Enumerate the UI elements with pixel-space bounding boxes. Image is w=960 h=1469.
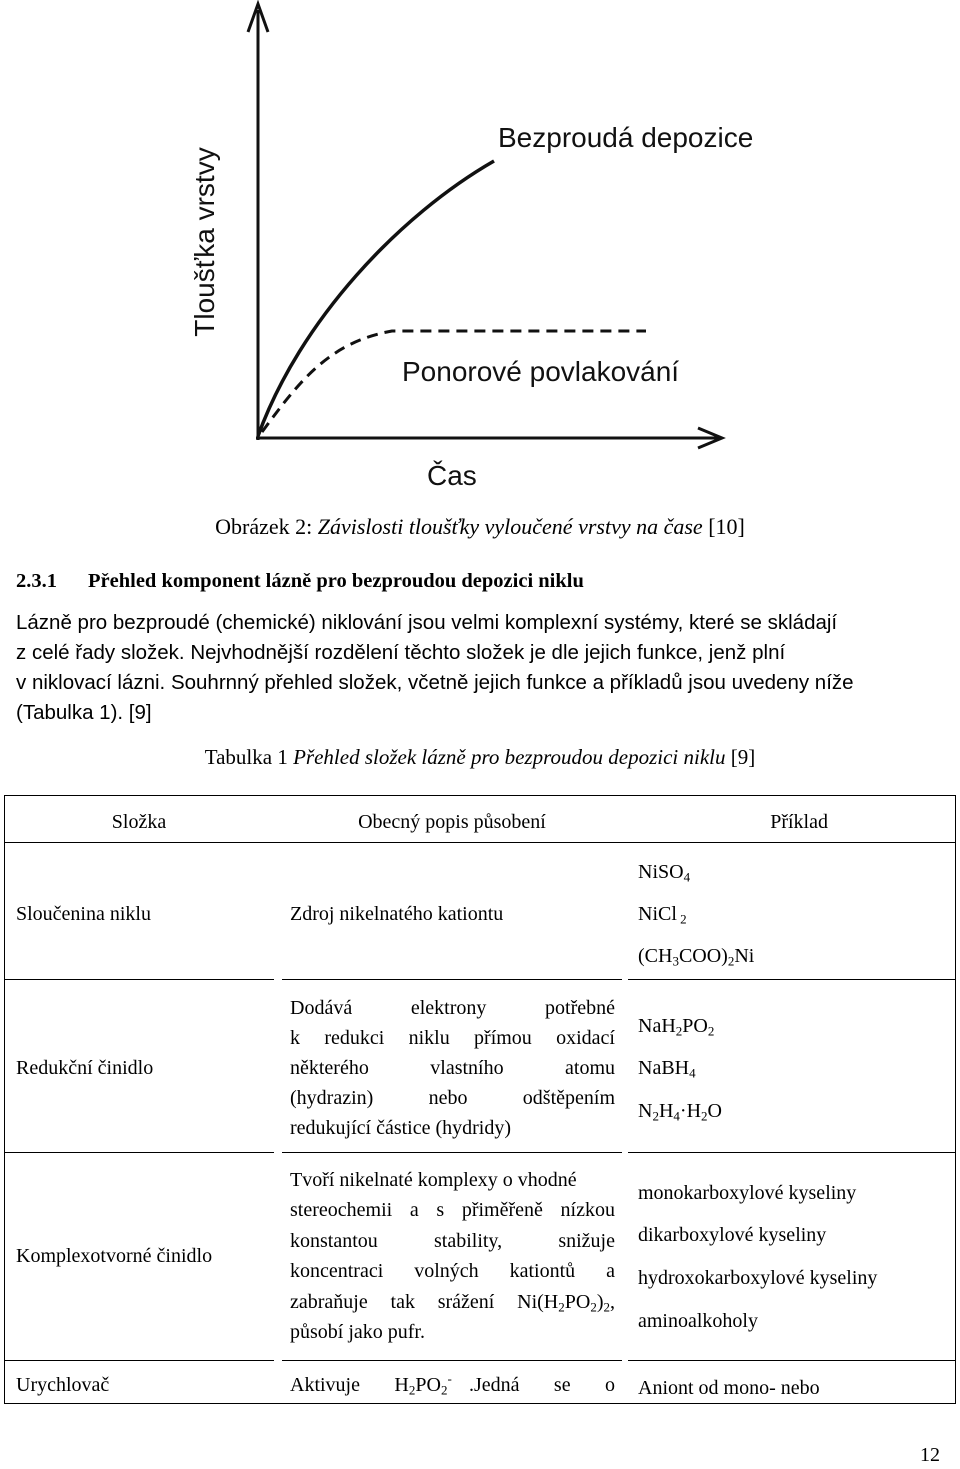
row2-description-line: redukující částice (hydridy) bbox=[290, 1117, 512, 1139]
row-separator bbox=[282, 1360, 622, 1361]
table-border-right bbox=[955, 795, 956, 1404]
row3-description-line: působí jako pufr. bbox=[290, 1321, 425, 1343]
table-caption bbox=[0, 745, 960, 770]
header-component: Složka bbox=[111, 811, 167, 833]
thickness-vs-time-figure bbox=[0, 0, 960, 510]
components-table bbox=[4, 795, 956, 1404]
row-separator bbox=[282, 1152, 622, 1153]
row1-description: Zdroj nikelnatého kationtu bbox=[290, 903, 504, 925]
electroless-deposition-label: Bezproudá depozice bbox=[498, 122, 754, 153]
row3-component: Komplexotvorné činidlo bbox=[16, 1245, 213, 1267]
row3-description-line: koncentraci volných kationtů a bbox=[290, 1260, 615, 1282]
row3-description-line: stereochemii a s přiměřeně nízkou bbox=[290, 1199, 615, 1221]
y-axis-label: Tloušťka vrstvy bbox=[189, 147, 220, 337]
paragraph-line: v niklovací lázni. Souhrnný přehled složek, včetně jejich funkce a příkladů jsou uvedeny níže bbox=[16, 671, 854, 694]
row3-description-line: Tvoří nikelnaté komplexy o vhodné bbox=[290, 1169, 577, 1191]
row-separator bbox=[4, 1360, 274, 1361]
row2-description-line: k redukci niklu přímou oxidací bbox=[290, 1027, 615, 1049]
paragraph-line: z celé řady složek. Nejvhodnější rozdělení těchto složek je dle jejich funkce, jenž plní bbox=[16, 641, 786, 664]
row3-example: dikarboxylové kyseliny bbox=[638, 1224, 827, 1246]
x-axis-label: Čas bbox=[427, 460, 477, 491]
row2-component: Redukční činidlo bbox=[16, 1057, 154, 1079]
header-description: Obecný popis působení bbox=[358, 811, 546, 833]
row3-description-line: zabraňuje tak srážení $Ni(H_2PO_2)_2$, bbox=[290, 1291, 615, 1315]
immersion-coating-label: Ponorové povlakování bbox=[402, 356, 680, 387]
row1-example: NiCl $_2$ bbox=[638, 903, 687, 927]
row3-example: monokarboxylové kyseliny bbox=[638, 1182, 857, 1204]
section-number: 2.3.1 bbox=[16, 570, 57, 592]
figure-caption bbox=[0, 514, 960, 540]
row-separator bbox=[4, 842, 956, 843]
row-separator bbox=[628, 1360, 956, 1361]
figure-graphic bbox=[0, 0, 960, 510]
row1-example: NiSO$_4$ bbox=[638, 861, 691, 885]
row4-component: Urychlovač bbox=[16, 1374, 110, 1396]
figure-caption-title: Závislosti tloušťky vyloučené vrstvy na čase bbox=[317, 514, 703, 539]
row2-example: NaBH$_4$ bbox=[638, 1057, 696, 1081]
figure-caption-ref: [10] bbox=[702, 514, 745, 539]
row4-description-line: Aktivuje $H_2PO_2^-$ .Jedná se o bbox=[290, 1371, 616, 1398]
row2-example: $N_2H_4\cdot H_2O$ bbox=[638, 1100, 722, 1124]
section-title: Přehled komponent lázně pro bezproudou depozici niklu bbox=[88, 570, 584, 592]
row3-example: hydroxokarboxylové kyseliny bbox=[638, 1267, 878, 1289]
row3-description-line: konstantou stability, snižuje bbox=[290, 1230, 615, 1252]
table-border-left bbox=[4, 795, 5, 1404]
row2-example: $NaH_2PO_2$ bbox=[638, 1015, 715, 1039]
row-separator bbox=[4, 1152, 274, 1153]
row2-description-line: Dodává elektrony potřebné bbox=[290, 997, 615, 1019]
paragraph-line: (Tabulka 1). [9] bbox=[16, 701, 152, 724]
electroless-deposition-curve bbox=[258, 161, 494, 436]
row3-example: aminoalkoholy bbox=[638, 1310, 758, 1332]
page-number: 12 bbox=[920, 1444, 940, 1466]
row1-component: Sloučenina niklu bbox=[16, 903, 151, 925]
header-example: Příklad bbox=[770, 811, 828, 833]
row1-example: $(CH_3COO)_2Ni$ bbox=[638, 945, 755, 969]
row4-example: Aniont od mono- nebo bbox=[638, 1377, 820, 1399]
row2-description-line: některého vlastního atomu bbox=[290, 1057, 615, 1079]
row-separator bbox=[282, 979, 622, 980]
section-heading bbox=[16, 570, 584, 593]
figure-caption-prefix: Obrázek 2: bbox=[215, 514, 318, 539]
table-caption-title: Přehled složek lázně pro bezproudou depozici niklu bbox=[293, 745, 726, 769]
row-separator bbox=[628, 979, 956, 980]
paragraph-line: Lázně pro bezproudé (chemické) niklování jsou velmi komplexní systémy, které se skládají bbox=[16, 611, 838, 634]
table-border-bottom bbox=[4, 1403, 956, 1404]
table-caption-ref: [9] bbox=[725, 745, 756, 769]
body-paragraph bbox=[16, 608, 940, 728]
table-border-top bbox=[4, 795, 956, 796]
table-caption-prefix: Tabulka 1 bbox=[204, 745, 294, 769]
row-separator bbox=[628, 1152, 956, 1153]
row-separator bbox=[4, 979, 274, 980]
row2-description-line: (hydrazin) nebo odštěpením bbox=[290, 1087, 615, 1109]
